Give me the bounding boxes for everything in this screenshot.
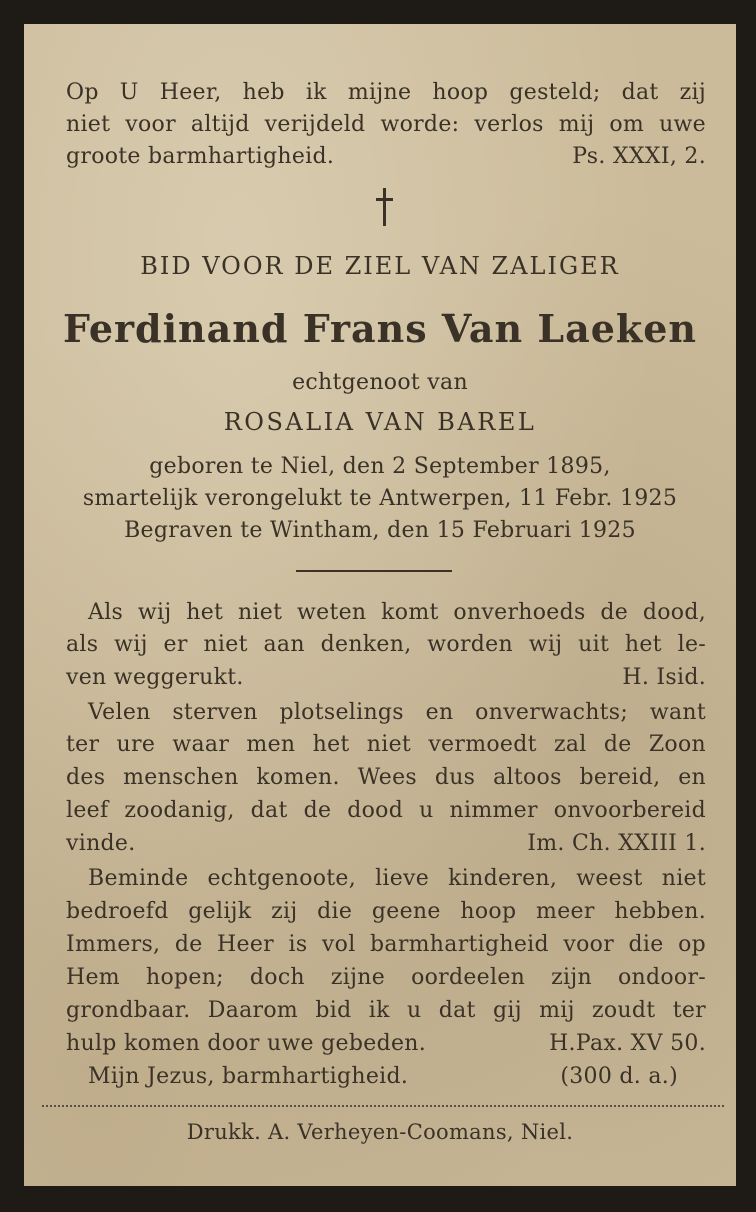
printer-credit: Drukk. A. Verheyen-Coomans, Niel.: [186, 1120, 574, 1144]
citation: H.Pax. XV 50.: [549, 1031, 706, 1056]
paragraph-3-line: [66, 932, 706, 957]
paragraph-2-line: [66, 700, 706, 725]
birth-line: geboren te Niel, den 2 September 1895,: [149, 454, 611, 479]
deceased-name: Ferdinand Frans Van Laeken: [62, 306, 698, 351]
paragraph-3-line: [66, 866, 706, 891]
body-text: Als wij het niet weten komt onverhoeds de dood,: [88, 600, 706, 625]
body-text: als wij er niet aan denken, worden wij uit het le-: [66, 632, 706, 657]
death-line: smartelijk verongelukt te Antwerpen, 11 Febr. 1925: [82, 486, 678, 511]
psalm-reference: Ps. XXXI, 2.: [572, 144, 706, 169]
body-text: leef zoodanig, dat de dood u nimmer onvoorbereid: [66, 798, 706, 823]
indulgence-days: (300 d. a.): [560, 1064, 678, 1089]
indulgence-line: [88, 1064, 678, 1089]
cross-icon: [374, 188, 394, 226]
citation: H. Isid.: [622, 665, 706, 690]
citation: Im. Ch. XXIII 1.: [527, 831, 706, 856]
paragraph-3-line: [66, 998, 706, 1023]
paragraph-1-line: [66, 665, 706, 690]
psalm-line-1: [66, 80, 706, 105]
body-text: ter ure waar men het niet vermoedt zal de Zoon: [66, 732, 706, 757]
paragraph-2-line: [66, 732, 706, 757]
paragraph-2-line: [66, 831, 706, 856]
body-text: ven weggerukt.: [66, 665, 244, 690]
spouse-name: ROSALIA VAN BAREL: [223, 408, 537, 436]
paragraph-3-line: [66, 965, 706, 990]
indulgence-prayer: Mijn Jezus, barmhartigheid.: [88, 1064, 409, 1089]
body-text: grondbaar. Daarom bid ik u dat gij mij zoudt ter: [66, 998, 706, 1023]
paragraph-3-line: [66, 899, 706, 924]
body-text: Hem hopen; doch zijne oordeelen zijn ondoor-: [66, 965, 706, 990]
psalm-text: niet voor altijd verijdeld worde: verlos mij om uwe: [66, 112, 706, 137]
paragraph-1-line: [66, 600, 706, 625]
psalm-text: groote barmhartigheid.: [66, 144, 335, 169]
body-text: Immers, de Heer is vol barmhartigheid voor die op: [66, 932, 706, 957]
psalm-line-2: [66, 112, 706, 137]
footer-divider: [42, 1105, 724, 1107]
body-text: hulp komen door uwe gebeden.: [66, 1031, 427, 1056]
psalm-line-3: [66, 144, 706, 169]
paragraph-2-line: [66, 798, 706, 823]
paragraph-1-line: [66, 632, 706, 657]
divider: [296, 570, 452, 572]
body-text: des menschen komen. Wees dus altoos bereid, en: [66, 765, 706, 790]
burial-line: Begraven te Wintham, den 15 Februari 1925: [124, 518, 636, 543]
paragraph-2-line: [66, 765, 706, 790]
body-text: bedroefd gelijk zij die geene hoop meer hebben.: [66, 899, 706, 924]
psalm-text: Op U Heer, heb ik mijne hoop gesteld; dat zij: [66, 80, 706, 105]
body-text: vinde.: [66, 831, 136, 856]
paragraph-3-line: [66, 1031, 706, 1056]
memorial-card: [24, 24, 736, 1186]
spouse-label: echtgenoot van: [292, 370, 468, 395]
body-text: Beminde echtgenoote, lieve kinderen, weest niet: [88, 866, 706, 891]
body-text: Velen sterven plotselings en onverwachts; want: [88, 700, 706, 725]
prayer-heading: BID VOOR DE ZIEL VAN ZALIGER: [140, 252, 620, 280]
